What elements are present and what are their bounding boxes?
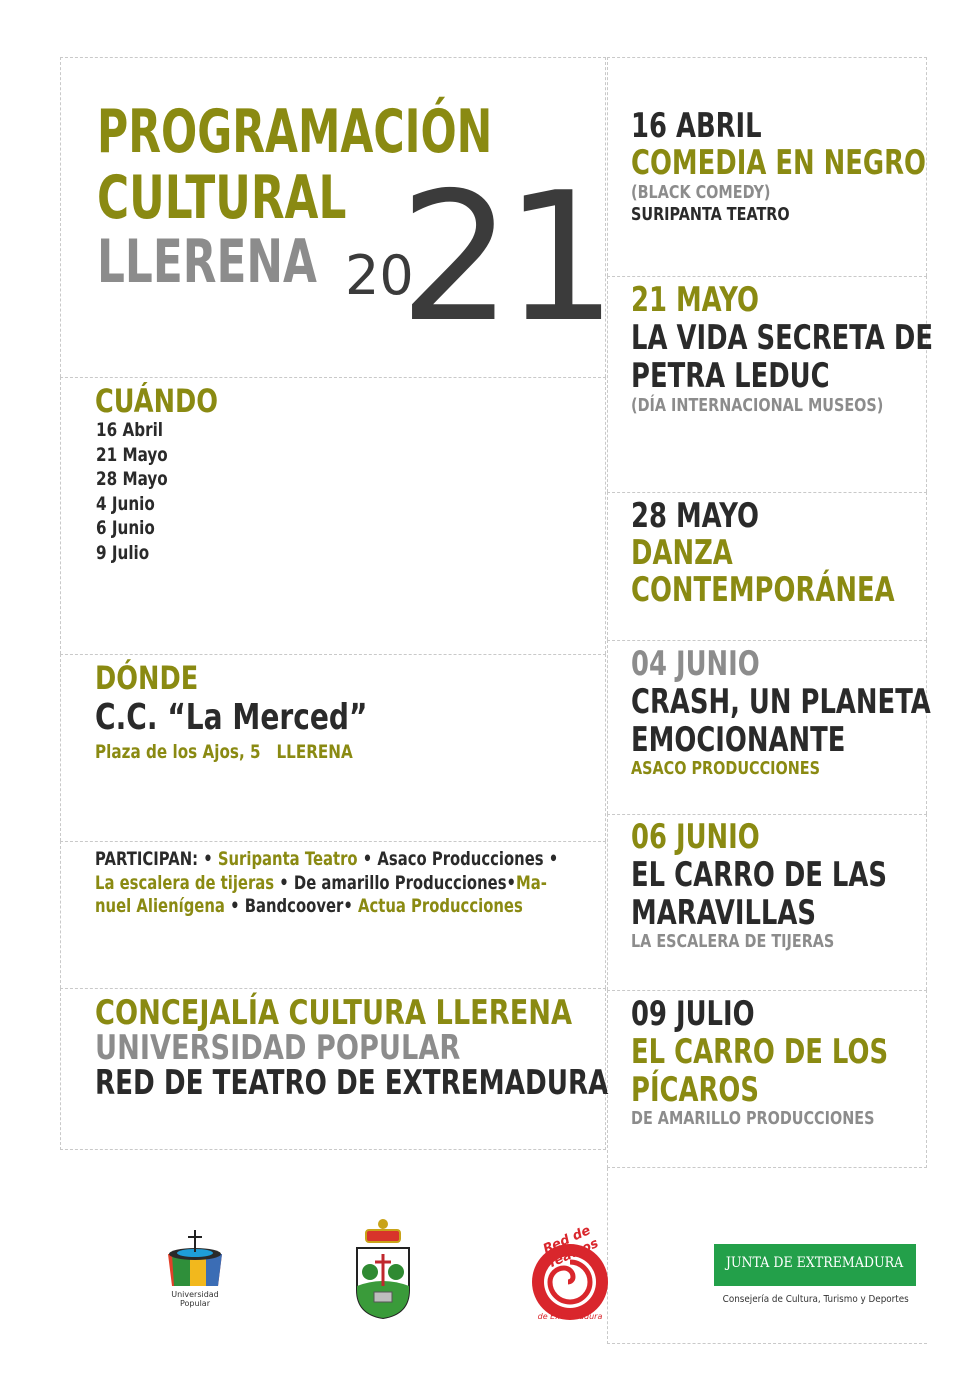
event-company: LA ESCALERA DE TIJERAS xyxy=(631,931,835,952)
event-subtitle: (DÍA INTERNACIONAL MUSEOS) xyxy=(631,395,884,416)
date-item: 4 Junio xyxy=(96,492,155,515)
date-list xyxy=(96,418,186,566)
event-card xyxy=(607,57,927,276)
event-title: LA VIDA SECRETA DE xyxy=(631,318,934,358)
event-title: CONTEMPORÁNEA xyxy=(631,570,895,610)
organizer-line-2: UNIVERSIDAD POPULAR xyxy=(95,1028,461,1068)
event-title: DANZA xyxy=(631,533,733,573)
event-title: CRASH, UN PLANETA xyxy=(631,682,931,722)
event-card xyxy=(607,276,934,492)
event-company: SURIPANTA TEATRO xyxy=(631,204,790,225)
event-date: 21 MAYO xyxy=(631,280,759,320)
donde-panel xyxy=(60,654,606,841)
junta-extremadura-logo xyxy=(714,1244,916,1310)
event-card xyxy=(607,640,931,814)
cuando-panel xyxy=(60,377,606,654)
red-teatros-logo xyxy=(518,1223,622,1328)
participants-panel xyxy=(60,841,606,988)
title-line-3: LLERENA xyxy=(97,227,317,297)
date-item: 6 Junio xyxy=(96,517,155,540)
event-date: 16 ABRIL xyxy=(631,106,762,146)
date-item: 28 Mayo xyxy=(96,468,168,491)
up-logo-text: Universidad Popular xyxy=(171,1290,219,1308)
event-card xyxy=(607,492,927,640)
title-panel xyxy=(60,57,610,377)
event-date: 04 JUNIO xyxy=(631,644,760,684)
event-title: PETRA LEDUC xyxy=(631,356,830,396)
event-card xyxy=(607,814,927,990)
event-title: EMOCIONANTE xyxy=(631,720,846,760)
junta-title: JUNTA DE EXTREMADURA xyxy=(726,1255,904,1271)
coat-of-arms-icon xyxy=(352,1216,414,1322)
organizer-line-3: RED DE TEATRO DE EXTREMADURA xyxy=(95,1063,609,1103)
date-item: 21 Mayo xyxy=(96,443,168,466)
event-title: MARAVILLAS xyxy=(631,893,817,933)
date-item: 9 Julio xyxy=(96,541,150,564)
event-company: DE AMARILLO PRODUCCIONES xyxy=(631,1108,875,1129)
event-company: ASACO PRODUCCIONES xyxy=(631,758,821,779)
venue-address: Plaza de los Ajos, 5 LLERENA xyxy=(95,741,353,763)
title-line-2: CULTURAL xyxy=(97,163,347,233)
event-title: COMEDIA EN NEGRO xyxy=(631,143,926,183)
year-prefix: 20 xyxy=(345,244,414,307)
venue-name: C.C. “La Merced” xyxy=(95,697,368,738)
title-line-1: PROGRAMACIÓN xyxy=(97,97,493,167)
event-date: 06 JUNIO xyxy=(631,817,760,857)
event-title: EL CARRO DE LAS xyxy=(631,855,888,895)
event-title: EL CARRO DE LOS xyxy=(631,1032,889,1072)
year-suffix: 21 xyxy=(399,154,610,361)
universidad-popular-icon xyxy=(160,1228,230,1288)
organizer-line-1: CONCEJALÍA CULTURA LLERENA xyxy=(95,993,573,1033)
event-date: 28 MAYO xyxy=(631,496,759,536)
junta-subtitle: Consejería de Cultura, Turismo y Deportes xyxy=(722,1294,909,1305)
red-teatros-subtitle: de Extremadura xyxy=(537,1312,603,1321)
date-item: 16 Abril xyxy=(96,419,164,441)
participants-text: PARTICIPAN: • Suripanta Teatro • Asaco Producciones • La escalera de tijeras • De amarillo Producciones•Ma- nuel Alienígena • Bandcoover• Actua Producciones xyxy=(95,848,559,917)
llerena-coat-of-arms xyxy=(352,1216,414,1322)
event-card xyxy=(607,990,927,1168)
donde-heading: DÓNDE xyxy=(95,659,199,697)
cuando-heading: CUÁNDO xyxy=(95,382,219,420)
event-date: 09 JULIO xyxy=(631,994,755,1034)
universidad-popular-logo xyxy=(160,1228,230,1318)
organizers-panel xyxy=(60,988,609,1150)
red-teatros-title: Red de Teatros xyxy=(540,1223,601,1272)
event-subtitle: (BLACK COMEDY) xyxy=(631,182,771,203)
event-title: PÍCAROS xyxy=(631,1070,759,1110)
